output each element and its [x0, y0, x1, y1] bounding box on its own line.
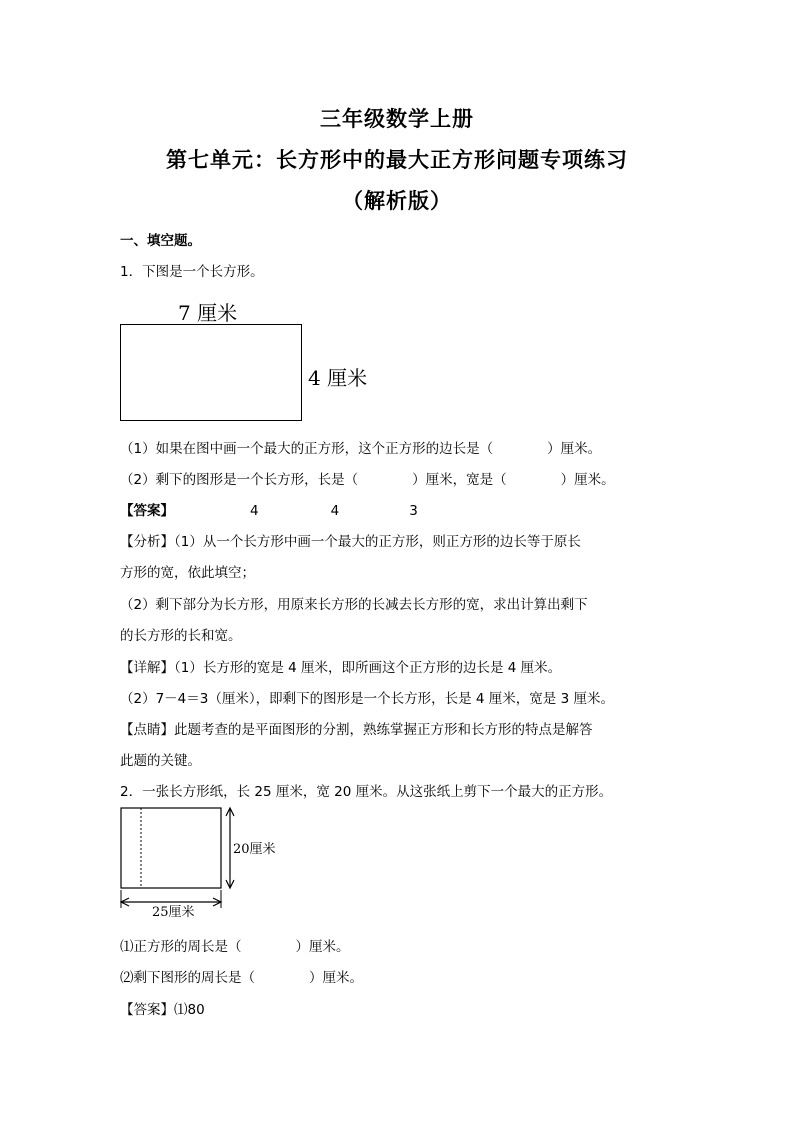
q1-figure-width-label: 4 厘米 [308, 366, 368, 390]
answer-tag: 【答案】 [120, 503, 174, 519]
q2-height-label: 20厘米 [233, 842, 276, 857]
section-heading: 一、填空题。 [120, 233, 201, 249]
q1-analysis: 方形的宽，依此填空； [120, 565, 255, 581]
document-title: 三年级数学上册 [320, 107, 474, 131]
document-edition: （解析版） [342, 189, 452, 213]
q1-sub1: （1）如果在图中画一个最大的正方形，这个正方形的边长是（ ）厘米。 [120, 441, 602, 457]
answer-value: 3 [409, 503, 418, 519]
q2-paper-figure [114, 800, 294, 920]
q2-width-label: 25厘米 [152, 905, 195, 920]
q2-answer: 【答案】⑴80 [120, 1002, 205, 1018]
answer-value: 4 [330, 503, 340, 519]
q1-answer-row [120, 499, 418, 519]
q1-rectangle-figure [120, 324, 302, 421]
q2-sub1: ⑴正方形的周长是（ ）厘米。 [120, 939, 350, 955]
q2-stem: 2．一张长方形纸，长 25 厘米，宽 20 厘米。从这张纸上剪下一个最大的正方形。 [120, 784, 613, 800]
answer-value: 4 [250, 503, 259, 519]
q1-comment: 【点睛】此题考查的是平面图形的分割，熟练掌握正方形和长方形的特点是解答 [120, 722, 593, 738]
q1-analysis: 的长方形的长和宽。 [120, 628, 242, 644]
document-subtitle: 第七单元：长方形中的最大正方形问题专项练习 [166, 148, 628, 172]
q1-comment: 此题的关键。 [120, 753, 201, 769]
q1-detail: （2）7－4＝3（厘米），即剩下的图形是一个长方形，长是 4 厘米，宽是 3 厘米。 [120, 691, 614, 707]
q1-analysis: 【分析】（1）从一个长方形中画一个最大的正方形，则正方形的边长等于原长 [120, 534, 581, 550]
q1-figure-length-label: 7 厘米 [178, 301, 238, 325]
q2-sub2: ⑵剩下图形的周长是（ ）厘米。 [120, 970, 363, 986]
q1-sub2: （2）剩下的图形是一个长方形，长是（ ）厘米，宽是（ ）厘米。 [120, 472, 615, 488]
q1-analysis: （2）剩下部分为长方形，用原来长方形的长减去长方形的宽，求出计算出剩下 [120, 597, 588, 613]
q2-paper-rectangle [121, 808, 221, 888]
q1-detail: 【详解】（1）长方形的宽是 4 厘米，即所画这个正方形的边长是 4 厘米。 [120, 660, 562, 676]
q1-stem: 1．下图是一个长方形。 [120, 264, 264, 280]
